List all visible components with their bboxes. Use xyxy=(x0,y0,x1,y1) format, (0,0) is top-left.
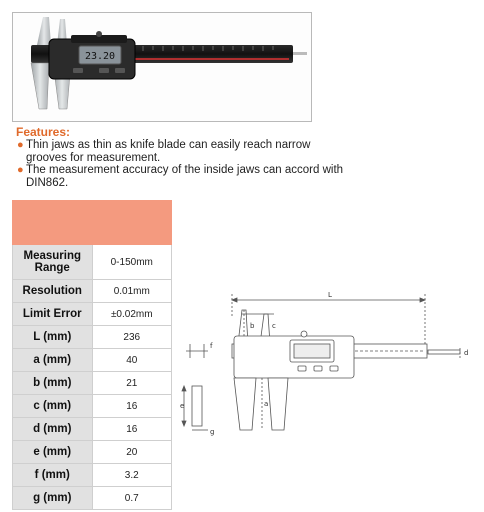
spec-table xyxy=(12,200,172,510)
spec-value: 0.01mm xyxy=(92,280,172,303)
table-row xyxy=(13,303,172,326)
caliper-dimension-drawing xyxy=(180,288,476,438)
dim-label-g: g xyxy=(210,428,215,436)
spec-label-text: Measuring Range xyxy=(23,250,81,274)
spec-label: Resolution xyxy=(13,280,93,303)
spec-value: 3.2 xyxy=(92,464,172,487)
table-row xyxy=(13,441,172,464)
table-row xyxy=(13,464,172,487)
spec-label: d (mm) xyxy=(13,418,93,441)
table-row xyxy=(13,372,172,395)
spec-label: L (mm) xyxy=(13,326,93,349)
lcd-reading: 23.20 xyxy=(84,51,116,62)
spec-value: 40 xyxy=(92,349,172,372)
spec-label: b (mm) xyxy=(13,372,93,395)
spec-value: 236 xyxy=(92,326,172,349)
table-row xyxy=(13,395,172,418)
features-title: Features: xyxy=(16,125,71,139)
spec-label: e (mm) xyxy=(13,441,93,464)
dim-label-c: c xyxy=(272,322,276,330)
bullet-icon: ● xyxy=(17,139,24,151)
spec-value: 16 xyxy=(92,395,172,418)
features-section xyxy=(16,125,346,189)
feature-text: Thin jaws as thin as knife blade can easily reach narrow grooves for measurement. xyxy=(26,139,311,164)
technical-drawing xyxy=(180,288,476,438)
spec-label xyxy=(13,245,93,280)
spec-label: a (mm) xyxy=(13,349,93,372)
spec-table-header xyxy=(13,201,172,245)
table-row xyxy=(13,418,172,441)
bullet-icon: ● xyxy=(17,164,24,176)
dim-label-b: b xyxy=(250,322,255,330)
spec-value: 20 xyxy=(92,441,172,464)
dim-label-e: e xyxy=(180,402,185,410)
feature-item xyxy=(16,164,346,189)
table-row xyxy=(13,326,172,349)
features-list xyxy=(16,139,346,189)
spec-label: g (mm) xyxy=(13,487,93,510)
table-row xyxy=(13,280,172,303)
spec-header-band xyxy=(13,201,172,245)
spec-label: f (mm) xyxy=(13,464,93,487)
feature-text: The measurement accuracy of the inside jaws can accord with DIN862. xyxy=(26,164,344,189)
table-row xyxy=(13,245,172,280)
spec-label: c (mm) xyxy=(13,395,93,418)
spec-value: 0.7 xyxy=(92,487,172,510)
dim-label-a: a xyxy=(264,400,269,408)
digital-caliper-image xyxy=(13,13,311,121)
table-row xyxy=(13,349,172,372)
product-photo xyxy=(12,12,312,122)
feature-item xyxy=(16,139,346,164)
dim-label-L: L xyxy=(328,291,332,299)
spec-value: 21 xyxy=(92,372,172,395)
spec-value: ±0.02mm xyxy=(92,303,172,326)
spec-label: Limit Error xyxy=(13,303,93,326)
dim-label-f: f xyxy=(210,342,213,350)
spec-value: 16 xyxy=(92,418,172,441)
dim-label-d-right: d xyxy=(464,349,469,357)
table-row xyxy=(13,487,172,510)
spec-value: 0-150mm xyxy=(92,245,172,280)
